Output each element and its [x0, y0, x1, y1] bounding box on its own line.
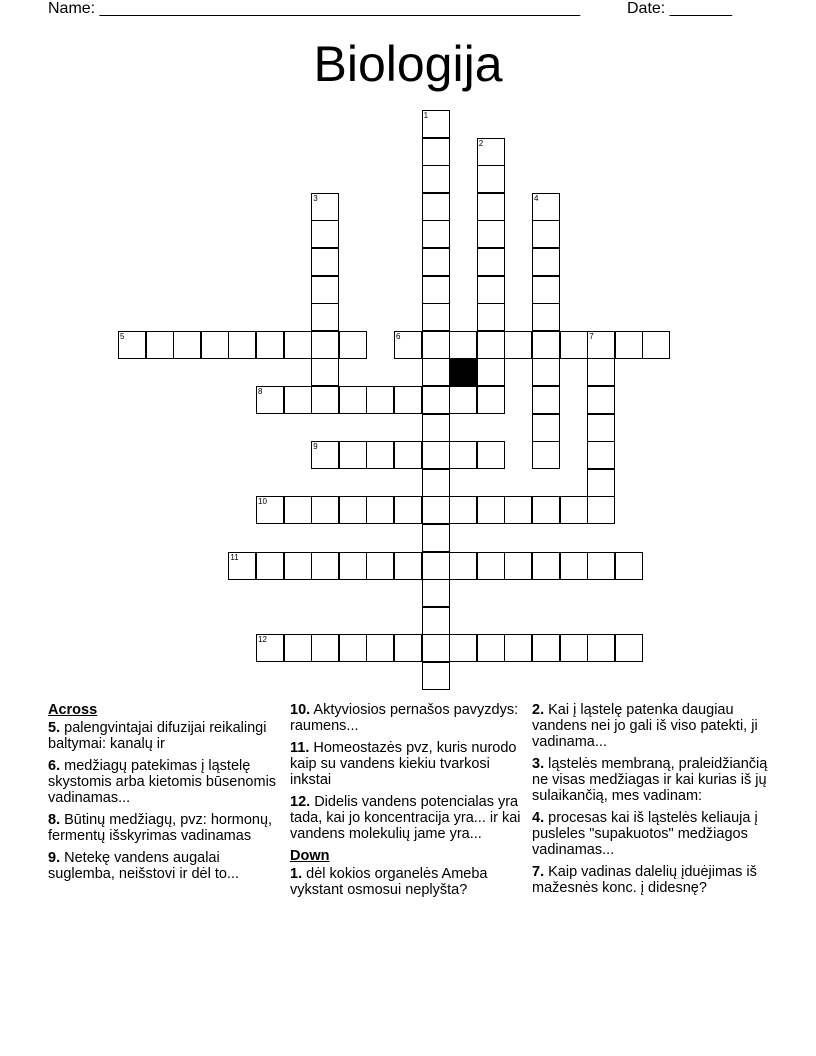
grid-cell[interactable] [201, 331, 229, 359]
clue-down-1: 1. dėl kokios organelės Ameba vykstant osmosui neplyšta? [290, 866, 488, 898]
grid-cell[interactable] [477, 248, 505, 276]
grid-cell[interactable] [228, 331, 256, 359]
grid-cell[interactable] [560, 331, 588, 359]
clue-across-9: 9. Netekę vandens augalai suglemba, neišstovi ir dėl to... [48, 850, 240, 882]
grid-cell[interactable] [256, 331, 284, 359]
grid-cell[interactable] [422, 662, 450, 690]
clue-down-3: 3. ląstelės membraną, praleidžiančią ne visas medžiagas ir kai kurias iš jų sulaikančią, mes vadinam: [532, 756, 768, 804]
clue-number: 9 [313, 442, 318, 452]
grid-cell[interactable] [422, 303, 450, 331]
clue-number: 11 [230, 552, 239, 562]
grid-cell[interactable] [532, 248, 560, 276]
grid-cell[interactable] [449, 386, 477, 414]
grid-cell[interactable] [422, 634, 450, 662]
grid-cell[interactable] [532, 331, 560, 359]
clue-number: 12 [258, 635, 267, 645]
grid-cell[interactable] [477, 220, 505, 248]
grid-cell[interactable] [449, 634, 477, 662]
grid-cell[interactable] [587, 386, 615, 414]
grid-cell[interactable] [256, 496, 284, 524]
grid-cell[interactable] [477, 634, 505, 662]
grid-cell[interactable] [173, 331, 201, 359]
grid-cell[interactable] [422, 607, 450, 635]
grid-cell[interactable] [422, 469, 450, 497]
grid-cell[interactable] [311, 331, 339, 359]
clue-across-5: 5. palengvintajai difuzijai reikalingi baltymai: kanalų ir [48, 720, 267, 752]
clue-across-11: 11. Homeostazės pvz, kuris nurodo kaip su vandens kiekiu tvarkosi inkstai [290, 740, 517, 788]
clue-number: 10 [258, 497, 267, 507]
grid-cell[interactable] [422, 414, 450, 442]
down-heading: Down [290, 848, 330, 864]
clues-column-2 [290, 702, 526, 904]
grid-cell[interactable] [477, 138, 505, 166]
grid-cell[interactable] [477, 441, 505, 469]
black-cell [449, 358, 477, 386]
grid-cell[interactable] [422, 220, 450, 248]
grid-cell[interactable] [422, 358, 450, 386]
grid-cell[interactable] [504, 634, 532, 662]
grid-cell[interactable] [311, 276, 339, 304]
grid-cell[interactable] [394, 552, 422, 580]
grid-cell[interactable] [422, 579, 450, 607]
grid-cell[interactable] [477, 193, 505, 221]
clue-number: 6 [396, 331, 401, 341]
clue-number: 1 [423, 111, 429, 120]
grid-cell[interactable] [422, 248, 450, 276]
clue-number: 2 [478, 138, 484, 148]
clue-number: 8 [258, 387, 263, 396]
grid-cell[interactable] [284, 634, 312, 662]
grid-cell[interactable] [532, 303, 560, 331]
grid-cell[interactable] [366, 386, 394, 414]
grid-cell[interactable] [311, 193, 339, 221]
grid-cell[interactable] [587, 331, 615, 359]
grid-cell[interactable] [311, 220, 339, 248]
grid-cell[interactable] [422, 276, 450, 304]
grid-cell[interactable] [532, 496, 560, 524]
grid-cell[interactable] [366, 496, 394, 524]
grid-cell[interactable] [560, 634, 588, 662]
grid-cell[interactable] [477, 303, 505, 331]
grid-cell[interactable] [504, 331, 532, 359]
clue-across-10: 10. Aktyviosios pernašos pavyzdys: raumens... [290, 702, 519, 734]
clue-across-6: 6. medžiagų patekimas į ląstelę skystomis arba kietomis būsenomis vadinamas... [48, 758, 277, 806]
grid-cell[interactable] [422, 524, 450, 552]
grid-cell[interactable] [477, 331, 505, 359]
grid-cell[interactable] [477, 358, 505, 386]
clues-column-1 [48, 702, 284, 888]
grid-cell[interactable] [422, 193, 450, 221]
grid-cell[interactable] [311, 358, 339, 386]
grid-cell[interactable] [532, 220, 560, 248]
grid-cell[interactable] [118, 331, 146, 359]
grid-cell[interactable] [587, 496, 615, 524]
grid-cell[interactable] [284, 386, 312, 414]
name-field[interactable]: Name: ______________________________________________________ [48, 0, 581, 17]
grid-cell[interactable] [587, 469, 615, 497]
grid-cell[interactable] [394, 386, 422, 414]
grid-cell[interactable] [146, 331, 174, 359]
grid-cell[interactable] [477, 276, 505, 304]
clue-number: 7 [589, 331, 594, 341]
grid-cell[interactable] [532, 441, 560, 469]
across-heading: Across [48, 702, 98, 718]
grid-cell[interactable] [339, 386, 367, 414]
grid-cell[interactable] [311, 303, 339, 331]
grid-cell[interactable] [394, 441, 422, 469]
page-title: Biologija [313, 36, 503, 92]
clue-across-12: 12. Didelis vandens potencialas yra tada, kai jo koncentracija yra... ir kai vandens molekulių jame yra... [290, 794, 521, 842]
grid-cell[interactable] [394, 331, 422, 359]
grid-cell[interactable] [339, 496, 367, 524]
grid-cell[interactable] [422, 331, 450, 359]
clue-number: 4 [534, 193, 539, 203]
grid-cell[interactable] [284, 331, 312, 359]
grid-cell[interactable] [422, 165, 450, 193]
grid-cell[interactable] [284, 552, 312, 580]
clue-number: 5 [120, 331, 125, 341]
grid-cell[interactable] [532, 552, 560, 580]
grid-cell[interactable] [449, 552, 477, 580]
grid-cell[interactable] [477, 552, 505, 580]
grid-cell[interactable] [339, 634, 367, 662]
grid-cell[interactable] [587, 414, 615, 442]
grid-cell[interactable] [642, 331, 670, 359]
grid-cell[interactable] [504, 552, 532, 580]
grid-cell[interactable] [422, 552, 450, 580]
grid-cell[interactable] [532, 634, 560, 662]
grid-cell[interactable] [615, 331, 643, 359]
grid-cell[interactable] [532, 358, 560, 386]
clue-down-4: 4. procesas kai iš ląstelės keliauja į pusleles "supakuotos" medžiagos vadinamas... [532, 810, 758, 858]
grid-cell[interactable] [366, 634, 394, 662]
grid-cell[interactable] [532, 193, 560, 221]
clues-column-3 [532, 702, 768, 902]
grid-cell[interactable] [422, 441, 450, 469]
clue-number: 3 [313, 193, 318, 203]
grid-cell[interactable] [256, 386, 284, 414]
date-field[interactable]: Date: _______ [627, 0, 732, 17]
grid-cell[interactable] [256, 552, 284, 580]
grid-cell[interactable] [615, 634, 643, 662]
grid-cell[interactable] [560, 496, 588, 524]
grid-cell[interactable] [532, 386, 560, 414]
grid-cell[interactable] [311, 634, 339, 662]
grid-cell[interactable] [311, 496, 339, 524]
grid-cell[interactable] [422, 138, 450, 166]
grid-cell[interactable] [256, 634, 284, 662]
grid-cell[interactable] [422, 496, 450, 524]
grid-cell[interactable] [560, 552, 588, 580]
clue-down-2: 2. Kai į ląstelę patenka daugiau vandens nei jo gali iš viso patekti, ji vadinama... [532, 702, 758, 750]
grid-cell[interactable] [339, 331, 367, 359]
grid-cell[interactable] [477, 386, 505, 414]
grid-cell[interactable] [477, 165, 505, 193]
grid-cell[interactable] [449, 441, 477, 469]
grid-cell[interactable] [587, 358, 615, 386]
grid-cell[interactable] [284, 496, 312, 524]
grid-cell[interactable] [366, 552, 394, 580]
grid-cell[interactable] [394, 634, 422, 662]
grid-cell[interactable] [422, 110, 450, 138]
grid-cell[interactable] [504, 496, 532, 524]
grid-cell[interactable] [532, 414, 560, 442]
grid-cell[interactable] [615, 552, 643, 580]
grid-cell[interactable] [449, 331, 477, 359]
grid-cell[interactable] [422, 386, 450, 414]
clue-across-8: 8. Būtinų medžiagų, pvz: hormonų, fermentų išskyrimas vadinamas [48, 812, 273, 844]
grid-cell[interactable] [311, 386, 339, 414]
grid-cell[interactable] [366, 441, 394, 469]
grid-cell[interactable] [339, 441, 367, 469]
clue-down-7: 7. Kaip vadinas dalelių įduėjimas iš mažesnės konc. į didesnę? [532, 864, 757, 896]
grid-cell[interactable] [587, 441, 615, 469]
grid-cell[interactable] [587, 552, 615, 580]
grid-cell[interactable] [311, 552, 339, 580]
grid-cell[interactable] [394, 496, 422, 524]
grid-cell[interactable] [339, 552, 367, 580]
grid-cell[interactable] [477, 496, 505, 524]
grid-cell[interactable] [311, 248, 339, 276]
grid-cell[interactable] [532, 276, 560, 304]
grid-cell[interactable] [228, 552, 256, 580]
grid-cell[interactable] [587, 634, 615, 662]
grid-cell[interactable] [311, 441, 339, 469]
grid-cell[interactable] [449, 496, 477, 524]
